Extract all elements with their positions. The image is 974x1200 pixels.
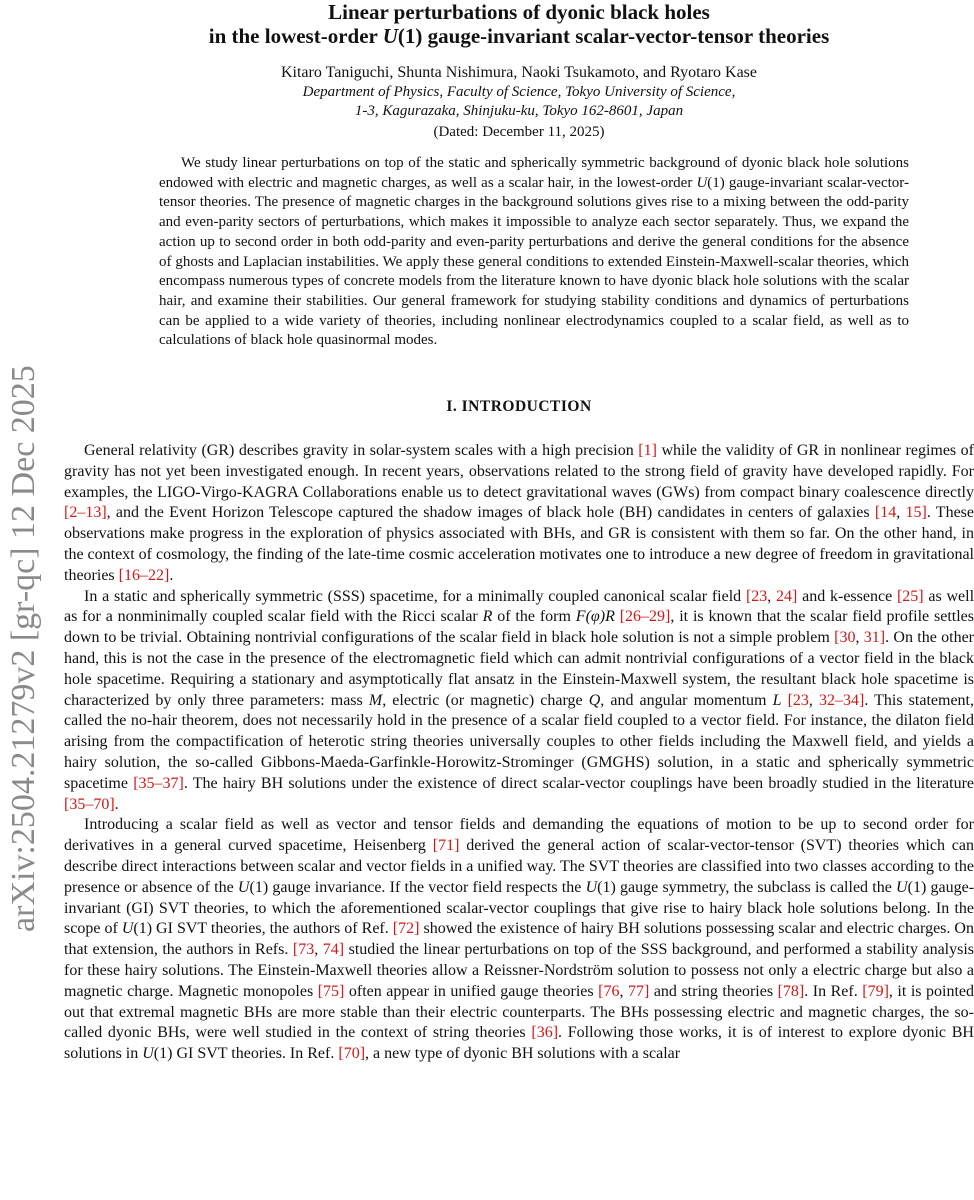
citation-link[interactable]: [25] <box>896 587 924 605</box>
citation-link[interactable]: [79] <box>862 982 889 1000</box>
citation-link[interactable]: [30 <box>834 629 856 647</box>
introduction-body <box>64 441 974 1065</box>
citation-link[interactable]: [35–70] <box>64 795 115 813</box>
intro-paragraph-3: Introducing a scalar field as well as vector and tensor fields and demanding the equations of motion to be up to second order for derivatives in a general curved spacetime, Heisenberg [71] derived the general action of scalar-vector-tensor (SVT) theories which can describe direct interactions between scalar and vector fields in a unified way. The SVT theories are classified into two classes according to the presence or absence of the U(1) gauge invariance. If the vector field respects the U(1) gauge symmetry, the subclass is called the U(1) gauge-invariant (GI) SVT theories, to which the aforementioned scalar-vector couplings that give rise to hairy black hole solutions belong. In the scope of U(1) GI SVT theories, the authors of Ref. [72] showed the existence of hairy BH solutions possessing scalar and electric charges. On that extension, the authors in Refs. [73, 74] studied the linear perturbations on top of the SSS background, and performed a stability analysis for these hairy solutions. The Einstein-Maxwell theories allow a Reissner-Nordström solution to possess not only a electric charge but also a magnetic charge. Magnetic monopoles [75] often appear in unified gauge theories [76, 77] and string theories [78]. In Ref. [79], it is pointed out that extremal magnetic BHs are more stable than their electric counterparts. The BHs possessing electric and magnetic charges, the so-called dyonic BHs, were well studied in the context of string theories [36]. Following those works, it is of interest to explore dyonic BH solutions in U(1) GI SVT theories. In Ref. [70], a new type of dyonic BH solutions with a scalar <box>64 816 974 1063</box>
citation-link[interactable]: [75] <box>317 982 345 1000</box>
citation-link[interactable]: [1] <box>638 442 657 460</box>
citation-link[interactable]: [76 <box>598 982 620 1000</box>
citation-link[interactable]: [2–13] <box>64 504 107 522</box>
citation-link[interactable]: [23 <box>787 691 809 709</box>
date-line: (Dated: December 11, 2025) <box>433 124 605 140</box>
citation-link[interactable]: [14 <box>874 504 897 522</box>
citation-link[interactable]: 24] <box>776 587 798 605</box>
citation-link[interactable]: [16–22] <box>118 566 170 584</box>
paper-title <box>64 0 974 48</box>
citation-link[interactable]: [36] <box>531 1024 559 1042</box>
citation-link[interactable]: [35–37] <box>133 774 184 792</box>
section-heading-introduction: I. INTRODUCTION <box>446 398 592 416</box>
citation-link[interactable]: 32–34] <box>819 691 865 709</box>
title-line-2: in the lowest-order U(1) gauge-invariant scalar-vector-tensor theories <box>208 24 830 48</box>
arxiv-identifier-stamp <box>0 300 46 940</box>
citation-link[interactable]: 15] <box>905 504 927 522</box>
citation-link[interactable]: 31] <box>863 629 886 647</box>
citation-link[interactable]: [73 <box>292 941 315 959</box>
citation-link[interactable]: [23 <box>745 587 768 605</box>
citation-link[interactable]: [78] <box>777 982 805 1000</box>
abstract: We study linear perturbations on top of the static and spherically symmetric background of dyonic black hole solutions endowed with electric and magnetic charges, as well as a scalar hair, in the lowest-order U(1) gauge-invariant scalar-vector-tensor theories. The presence of magnetic charges in the background solutions gives rise to a mixing between the odd-parity and even-parity sectors of perturbations, which makes it impossible to analyze each sector separately. Thus, we expand the action up to second order in both odd-parity and even-parity perturbations and derive the general conditions for the absence of ghosts and Laplacian instabilities. We apply these general conditions to extended Einstein-Maxwell-scalar theories, which encompass numerous types of concrete models from the literature known to have dyonic black hole solutions with the scalar hair, and examine their stabilities. Our general framework for studying stability conditions and dynamics of perturbations can be applied to a wide variety of theories, including nonlinear electrodynamics coupled to a scalar field, as well as to calculations of black hole quasinormal modes. <box>159 155 909 349</box>
paper-page <box>64 0 974 1065</box>
arxiv-identifier-text: arXiv:2504.21279v2 [gr-qc] 12 Dec 2025 <box>5 365 42 932</box>
citation-link[interactable]: [26–29] <box>619 608 671 626</box>
intro-paragraph-1: General relativity (GR) describes gravity in solar-system scales with a high precision [1] while the validity of GR in nonlinear regimes of gravity has not yet been investigated enough. In recent years, observations related to the strong field of gravity have developed rapidly. For examples, the LIGO-Virgo-KAGRA Collaborations enable us to detect gravitational waves (GWs) from compact binary coalescence directly [2–13], and the Event Horizon Telescope captured the shadow images of black hole (BH) candidates in centers of galaxies [14, 15]. These observations make progress in the exploration of physics associated with BHs, and GR is consistent with them so far. On the other hand, in the context of cosmology, the finding of the late-time cosmic acceleration motivates one to introduce a new degree of freedom in gravitational theories [16–22]. <box>64 442 974 584</box>
author-list: Kitaro Taniguchi, Shunta Nishimura, Naoki Tsukamoto, and Ryotaro Kase <box>280 64 757 81</box>
affiliation: Department of Physics, Faculty of Science, Tokyo University of Science, 1-3, Kagurazaka, Shinjuku-ku, Tokyo 162-8601, Japan <box>302 84 736 119</box>
intro-paragraph-2: In a static and spherically symmetric (SSS) spacetime, for a minimally coupled canonical scalar field [23, 24] and k-essence [25] as well as for a nonminimally coupled scalar field with the Ricci scalar R of the form F(φ)R [26–29], it is known that the scalar field profile settles down to be trivial. Obtaining nontrivial configurations of the scalar field in black hole solution is not a simple problem [30, 31]. On the other hand, this is not the case in the presence of the electromagnetic field which can admit nontrivial configurations of a vector field in the black hole spacetime. Requiring a stationary and asymptotically flat ansatz in the Einstein-Maxwell system, the resultant black hole spacetime is characterized by only three parameters: mass M, electric (or magnetic) charge Q, and angular momentum L [23, 32–34]. This statement, called the no-hair theorem, does not necessarily hold in the presence of a scalar field coupled to a vector field. For instance, the dilaton field arising from the compactification of heterotic string theories universally couples to other fields including the Maxwell field, and yields a hairy solution, the so-called Gibbons-Maeda-Garfinkle-Horowitz-Strominger (GMGHS) solution, in a static and spherically symmetric spacetime [35–37]. The hairy BH solutions under the existence of direct scalar-vector couplings have been broadly studied in the literature [35–70]. <box>64 587 974 813</box>
citation-link[interactable]: [72] <box>392 920 420 938</box>
citation-link[interactable]: 74] <box>322 941 345 959</box>
citation-link[interactable]: 77] <box>627 982 650 1000</box>
citation-link[interactable]: [70] <box>338 1045 366 1063</box>
title-line-1: Linear perturbations of dyonic black holes <box>328 0 710 24</box>
citation-link[interactable]: [71] <box>432 837 460 855</box>
